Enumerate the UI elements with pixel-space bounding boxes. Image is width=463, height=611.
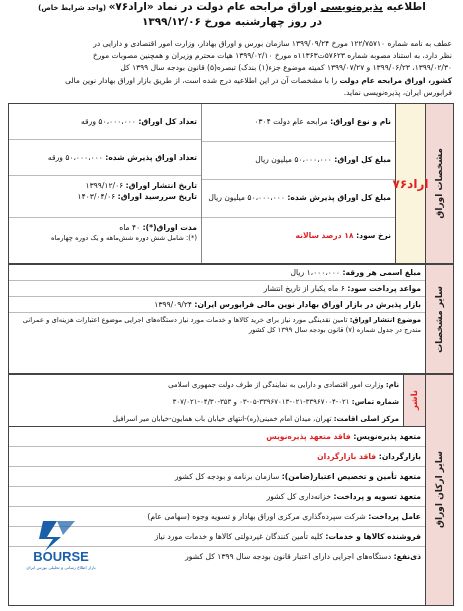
field-row: [9, 281, 425, 297]
field-row: [9, 297, 425, 313]
field-row: [9, 409, 403, 426]
field-value: مرابحه عام دولت ۰۳۰۴: [254, 117, 331, 126]
field-key: مواعد پرداخت سود:: [347, 284, 421, 293]
field-row: [202, 142, 395, 180]
intro-line: فرابورس ایران، پذیره‌نویسی نماید.: [343, 87, 452, 97]
field-value: ۵۰،۰۰۰،۰۰۰ میلیون ریال: [255, 155, 335, 164]
title-rest: اوراق مرابحه عام دولت در نماد «اراد۷۶»: [108, 1, 321, 13]
arkan-rows: [9, 427, 425, 605]
spec-side-label: مشخصات اوراق: [425, 104, 453, 263]
field-value: ۵۰،۰۰۰،۰۰۰ ورقه: [80, 117, 139, 126]
intro-line: عطف به نامه شماره ۱۲۲/۷۵۷۱۰ مورخ ۱۳۹۹/۰۹/۲۴ سازمان بورس و اوراق بهادار، وزارت امور اقتصادی و دارایی در: [93, 39, 452, 48]
field-key: نام و نوع اوراق:: [330, 117, 391, 126]
field-value: وزارت امور اقتصادی و دارایی به نمایندگی از طرف دولت جمهوری اسلامی: [168, 381, 386, 389]
field-key: مبلغ کل اوراق:: [334, 155, 391, 164]
field-key: تاریخ انتشار اوراق:: [125, 181, 197, 190]
logo-text: BOURSE: [33, 549, 89, 564]
field-key: شماره تماس:: [351, 398, 399, 406]
field-value: ۱۳۹۹/۱۲/۰۶: [85, 181, 126, 190]
field-value: فاقد متعهد پذیره‌نویس: [266, 432, 354, 441]
intro-bold: کشور، اوراق مرابحه عام دولت: [339, 75, 452, 85]
arkan-side-label: سایر ارکان اوراق: [425, 375, 453, 605]
spec-right-column: [202, 104, 395, 263]
field-value: ۱،۰۰۰،۰۰۰ ریال: [290, 268, 343, 277]
field-key: بازار پذیرش در بازار اوراق بهادار نوین مالی فرابورس ایران:: [194, 300, 421, 309]
intro-paragraph: [10, 38, 452, 99]
field-row: [9, 313, 425, 337]
field-row: [9, 467, 425, 487]
symbol-cell: [392, 104, 429, 263]
title-underlined: پذیره‌نویسی: [320, 1, 383, 13]
field-key: موضوع انتشار اوراق:: [349, 316, 421, 324]
field-value: ۱۳۹۹/۰۹/۲۴: [154, 300, 195, 309]
field-row: [9, 218, 201, 261]
field-value: ۵۰،۰۰۰،۰۰۰ میلیون ریال: [208, 193, 288, 202]
field-key: نام:: [385, 381, 399, 389]
field-value: سازمان برنامه و بودجه کل کشور: [174, 472, 282, 481]
field-key: مبلغ کل اوراق پذیرش شده:: [287, 193, 391, 202]
field-row: [9, 392, 403, 409]
intro-line: ۱۳۹۹/۰۲/۳۰، ۱۳۹۹/۰۶/۲۳ و ۱۳۹۹/۰۷/۲۷ کمیته موضوع جزء(۱) بندک) تبصره(۵) قانون بودجه سال ۱۳۹۹ کل: [120, 63, 452, 73]
field-row: [202, 104, 395, 142]
field-key: ذی‌نفع:: [393, 552, 421, 561]
field-value: فاقد بازارگردان: [317, 452, 379, 461]
field-row: [9, 427, 425, 447]
other-section: [8, 264, 454, 374]
intro-text: را با مشخصات آن در این اطلاعیه درج شده است، از طریق بازار اوراق بهادار نوین مالی: [65, 75, 340, 85]
field-key: مبلغ اسمی هر ورقه:: [342, 268, 421, 277]
field-row: [9, 104, 201, 140]
spec-section: [8, 103, 454, 264]
intro-line: [10, 75, 452, 87]
publisher-rows: [9, 375, 403, 426]
announcement-header: [12, 0, 452, 30]
field-value: ۰۲۱-۳۳۹۶۷۰۰۴-۰۲۱-۳۳۹۶۷۰۱۳-۰۵-۰۳ و ۳۵۳-۰۴/۳۰-۳۰۷/۰۲۱: [172, 398, 352, 406]
publisher-side-label: ناشر: [403, 375, 425, 426]
field-value: تهران، میدان امام خمینی(ره)-انتهای خیابان باب همایون-خیابان میر اسرافیل: [112, 415, 334, 423]
field-key: مرکز اصلی اقامت:: [333, 415, 399, 423]
field-note: (*): شامل شش دوره شش‌ماهه و یک دوره چهارماه: [50, 234, 197, 242]
field-row: [9, 140, 201, 176]
field-row: [9, 176, 201, 218]
field-value: کلیه تأمین کنندگان غیردولتی کالاها و خدمات مورد نیاز: [154, 532, 326, 541]
field-value: ۱۴۰۳/۰۴/۰۶: [77, 192, 118, 201]
publisher-block: [9, 375, 425, 427]
other-side-label: سایر مشخصات: [425, 265, 453, 373]
intro-line: نظر دارد، به استناد مصوبه شماره ۵۷۶۲۳ت۱۱۳۶۳ه مورخ ۱۳۹۹/۰۲/۱۰ هیات محترم وزیران و همچنین مصوبات مورخ: [92, 51, 452, 61]
spec-body: [9, 104, 395, 263]
field-row: [202, 180, 395, 218]
field-value: ۵۰،۰۰۰،۰۰۰ ورقه: [47, 153, 106, 162]
field-row: [9, 447, 425, 467]
field-key: تعداد اوراق پذیرش شده:: [105, 153, 197, 162]
field-key: متعهد پذیره‌نویس:: [353, 432, 421, 441]
field-key: عامل پرداخت:: [368, 512, 421, 521]
field-key: بازارگردان:: [378, 452, 421, 461]
field-row: [9, 265, 425, 281]
title-note: (واجد شرایط خاص): [38, 4, 109, 12]
field-row: [9, 487, 425, 507]
field-value: ۴۰ ماه: [119, 223, 143, 232]
logo-sub: بازار اطلاع رسانی و تحلیلی بورس ایران: [26, 565, 96, 570]
title-prefix: اطلاعیه: [382, 1, 426, 13]
field-key: متعهد تسویه و پرداخت:: [333, 492, 421, 501]
field-key: نرخ سود:: [356, 231, 391, 240]
arkan-section: [8, 374, 454, 606]
symbol-label: اراد۷۶: [392, 176, 429, 191]
announcement-subtitle: در روز چهارشنبه مورخ ۱۳۹۹/۱۲/۰۶: [141, 16, 323, 28]
field-value: ۱۸ درصد سالانه: [295, 231, 357, 240]
spec-left-column: [9, 104, 202, 263]
field-row: [202, 218, 395, 261]
bourse-logo: [13, 517, 109, 571]
field-key: مدت اوراق(*):: [142, 223, 197, 232]
announcement-title: [12, 0, 452, 15]
field-value: دستگاه‌های اجرایی دارای اعتبار قانون بودجه سال ۱۳۹۹ کل کشور: [185, 552, 394, 561]
field-value: تامین نقدینگی مورد نیاز برای خرید کالاها و خدمات مورد نیاز دستگاه‌های اجرایی موضوع اعتبارات هزینه‌ای و عمرانی مندرج در جدول شماره (۷) قانون بودجه سال ۱۳۹۹ کل کشور: [22, 316, 421, 334]
field-value: خزانه‌داری کل کشور: [266, 492, 334, 501]
field-value: ۶ ماه یکبار از تاریخ انتشار: [263, 284, 348, 293]
field-key: تعداد کل اوراق:: [138, 117, 197, 126]
other-body: [9, 265, 425, 373]
field-value: شرکت سپرده‌گذاری مرکزی اوراق بهادار و تسویه وجوه (سهامی عام): [147, 512, 369, 521]
field-key: فروشنده کالاها و خدمات:: [325, 532, 421, 541]
field-key: متعهد تأمین و تخصیص اعتبار(ضامن):: [281, 472, 421, 481]
field-row: [9, 375, 403, 392]
field-key: تاریخ سررسید اوراق:: [117, 192, 197, 201]
